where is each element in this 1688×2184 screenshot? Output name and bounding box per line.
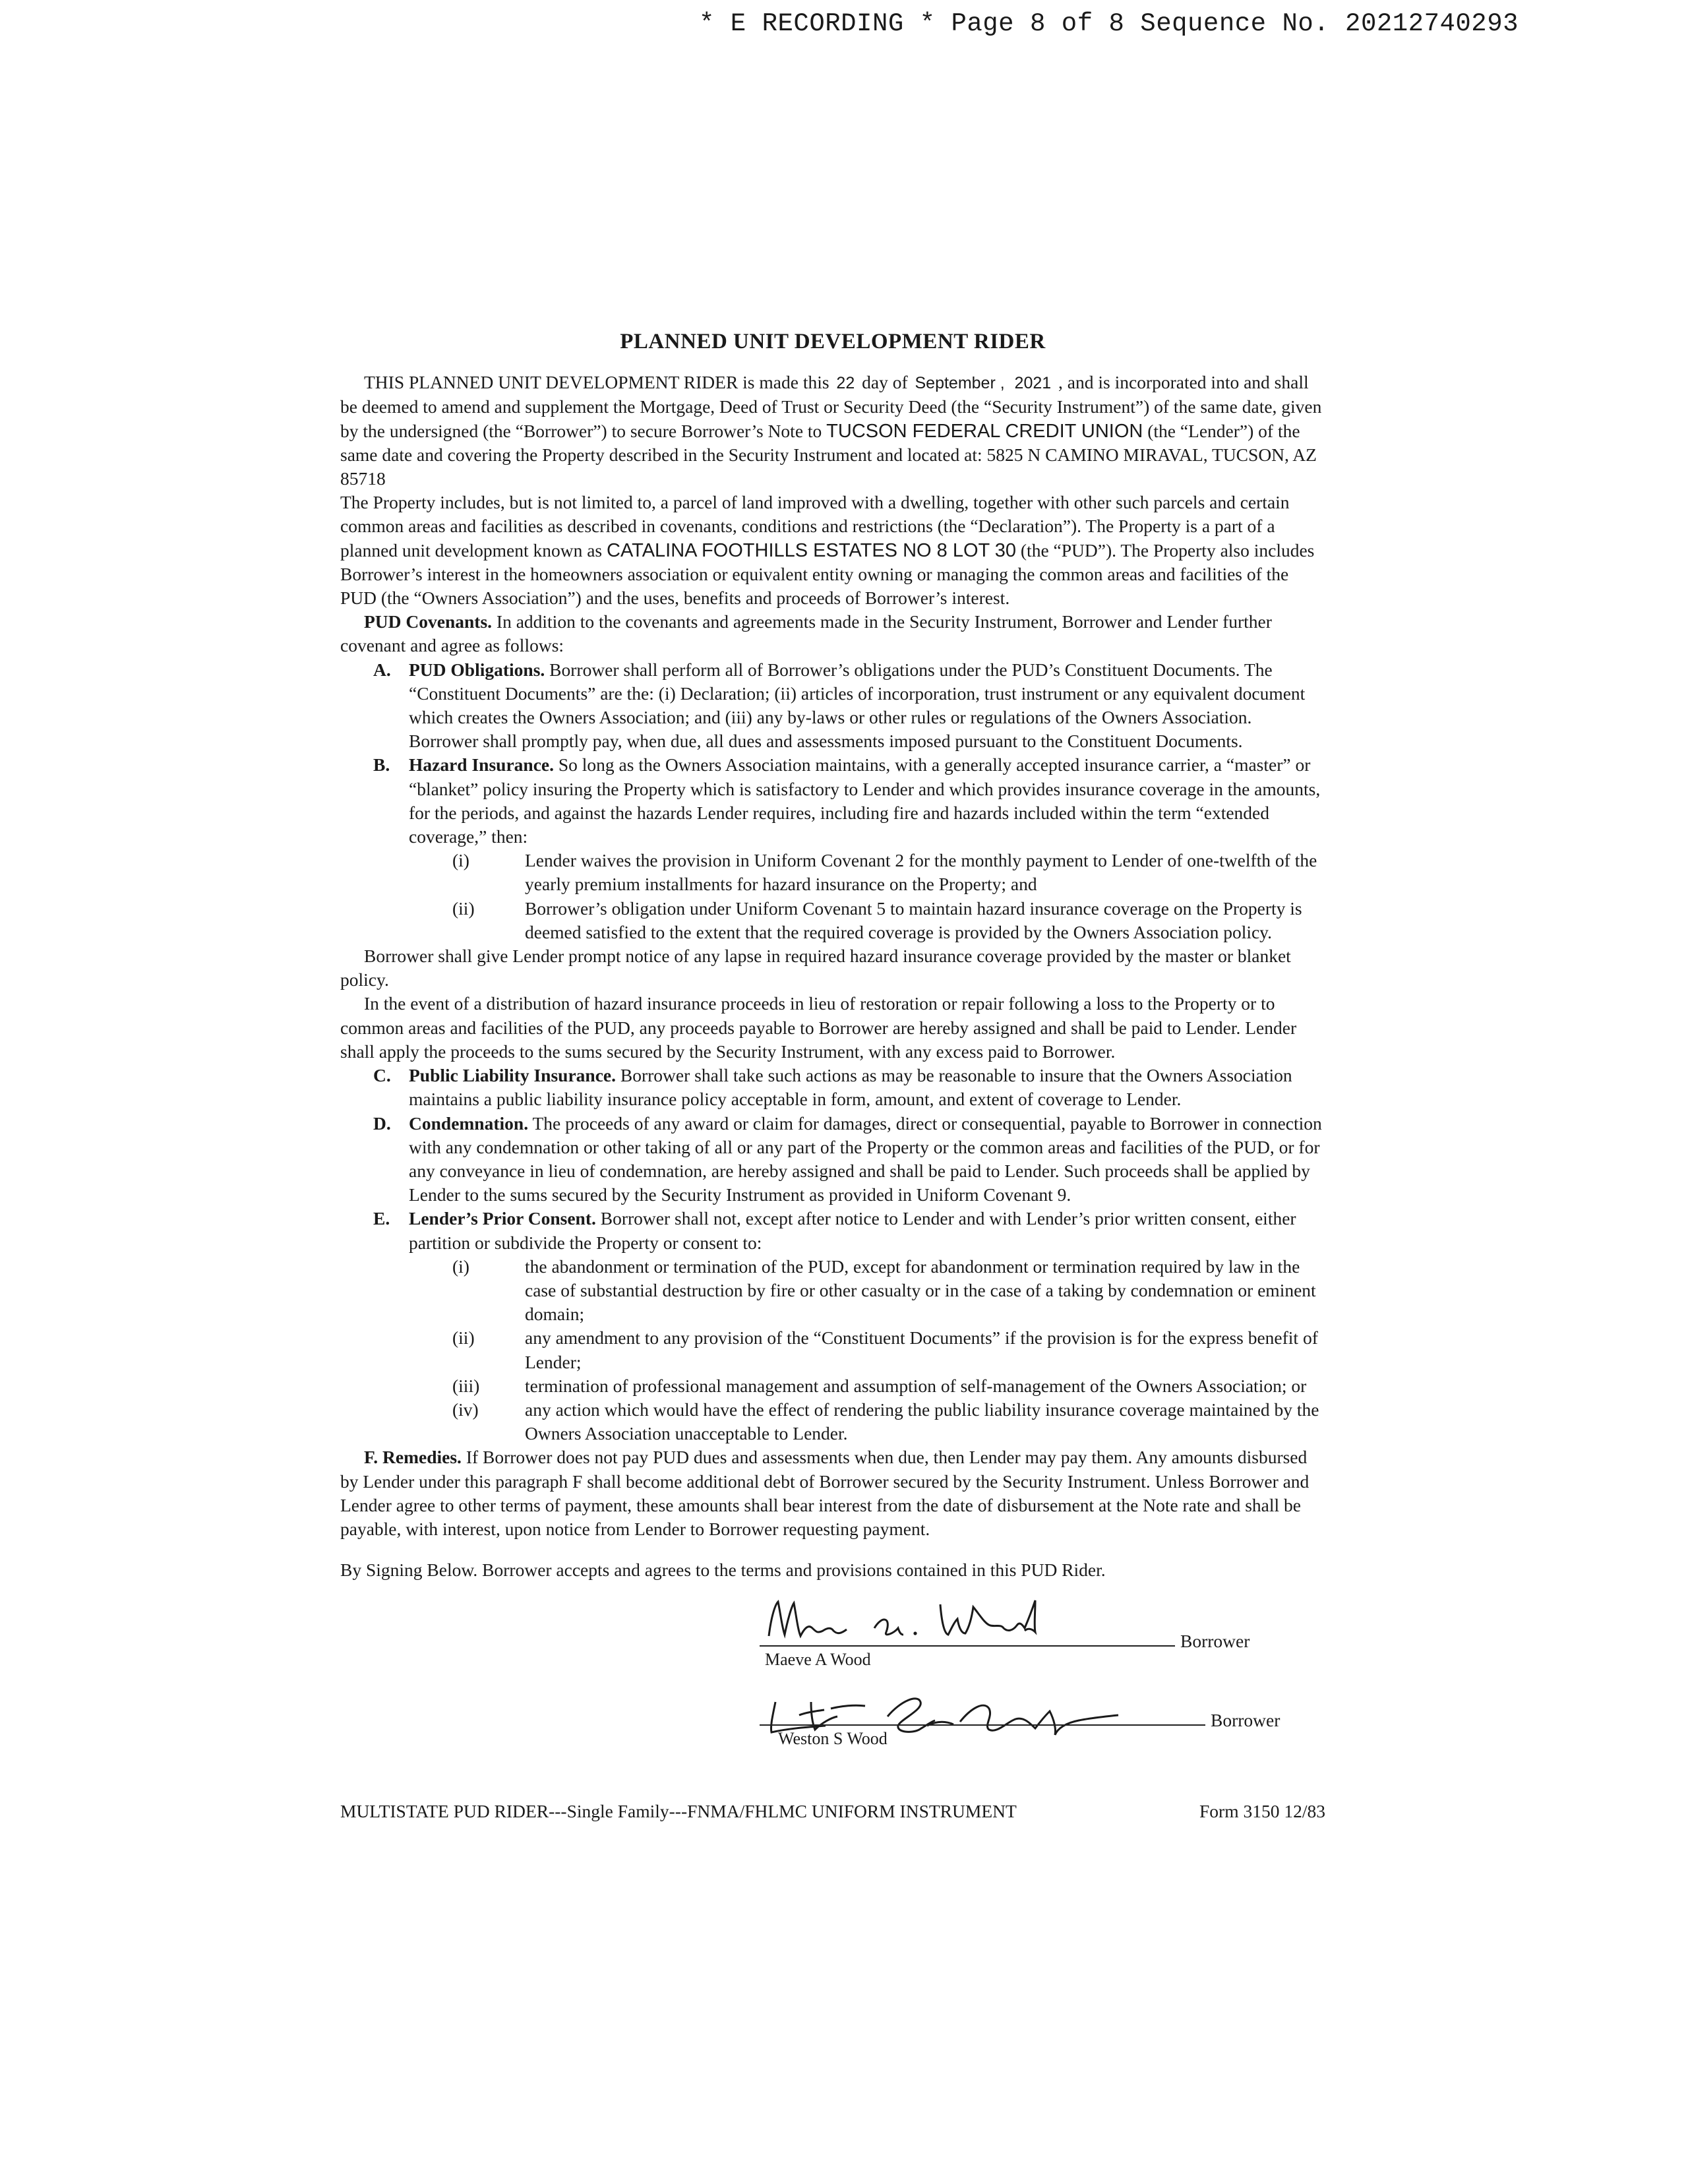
section-e-iii-text: termination of professional management and assumption of self-management of the Owners Association; or	[525, 1375, 1307, 1396]
covenants-intro	[340, 610, 1325, 657]
pud-name: CATALINA FOOTHILLS ESTATES NO 8 LOT 30	[607, 539, 1017, 561]
section-e	[340, 1207, 1325, 1254]
footer-left: MULTISTATE PUD RIDER---Single Family---FNMA/FHLMC UNIFORM INSTRUMENT	[340, 1801, 1017, 1822]
property-text-a: The Property includes, but is not limited to, a parcel of land improved with a dwelling, together with other such parcels and certain common areas and facilities as described in covenants, conditions and restrictions (the “Declaration”). The Property is a part of a planned unit development known as	[340, 492, 1290, 561]
section-b-heading: Hazard Insurance.	[409, 754, 554, 775]
closing-statement: By Signing Below. Borrower accepts and agrees to the terms and provisions contained in this PUD Rider.	[340, 1560, 1106, 1581]
section-e-iv-label: (iv)	[452, 1399, 479, 1420]
covenants-heading: PUD Covenants.	[364, 611, 493, 632]
intro-text-d: (the “Lender”) of the same date and covering the Property described in the Security Instrument and located at:	[340, 420, 1300, 465]
intro-day: 22	[836, 374, 855, 393]
section-e-i-text: the abandonment or termination of the PUD, except for abandonment or termination required by law in the case of substantial destruction by fire or other casualty or in the case of a taking by condemnation or eminent domain;	[525, 1256, 1316, 1325]
section-b-para1: Borrower shall give Lender prompt notice of any lapse in required hazard insurance coverage provided by the master or blanket policy.	[340, 946, 1291, 990]
section-b-item-ii	[340, 897, 1325, 944]
section-b-label: B.	[373, 754, 390, 775]
intro-text-c: , and is incorporated into and shall be deemed to amend and supplement the Mortgage, Deed of Trust or Security Deed (the “Security Instrument”) of the same date, given by the undersigned (the “Borrower”) to secure Borrower’s Note to	[340, 372, 1322, 441]
section-c-text: Borrower shall take such actions as may be reasonable to insure that the Owners Association maintains a public liability insurance policy acceptable in form, amount, and extent of coverage to Lender.	[409, 1065, 1292, 1110]
section-e-item-iii	[340, 1374, 1325, 1398]
signature-line-2	[760, 1724, 1205, 1726]
section-e-iii-label: (iii)	[452, 1375, 480, 1396]
section-a-heading: PUD Obligations.	[409, 659, 545, 680]
section-e-item-iv	[340, 1398, 1325, 1445]
signature-name-2: Weston S Wood	[778, 1729, 888, 1749]
footer	[340, 1800, 1325, 1823]
section-e-i-label: (i)	[452, 1256, 469, 1277]
section-b-ii-text: Borrower’s obligation under Uniform Covenant 5 to maintain hazard insurance coverage on the Property is deemed satisfied to the extent that the required coverage is provided by the Owners Association policy.	[525, 897, 1302, 942]
section-f-text: If Borrower does not pay PUD dues and assessments when due, then Lender may pay them. Any amounts disbursed by Lender under this paragraph F shall become additional debt of Borrower secured by the Security Instrument. Unless Borrower and Lender agree to other terms of payment, these amounts shall bear interest from the date of disbursement at the Note rate and shall be payable, with interest, upon notice from Lender to Borrower requesting payment.	[340, 1447, 1310, 1539]
section-e-heading: Lender’s Prior Consent.	[409, 1208, 596, 1229]
section-b-i-text: Lender waives the provision in Uniform Covenant 2 for the monthly payment to Lender of one-twelfth of the yearly premium installments for hazard insurance on the Property; and	[525, 850, 1317, 895]
section-b-para2: In the event of a distribution of hazard insurance proceeds in lieu of restoration or repair following a loss to the Property or to common areas and facilities of the PUD, any proceeds payable to Borrower are hereby assigned and shall be paid to Lender. Lender shall apply the proceeds to the sums secured by the Security Instrument, with any excess paid to Borrower.	[340, 993, 1297, 1062]
intro-year: 2021	[1014, 374, 1052, 393]
section-b	[340, 753, 1325, 849]
signature-area	[340, 1595, 1325, 1793]
recording-header: * E RECORDING * Page 8 of 8 Sequence No. 20212740293	[699, 9, 1519, 38]
section-e-iv-text: any action which would have the effect of rendering the public liability insurance coverage maintained by the Owners Association unacceptable to Lender.	[525, 1399, 1319, 1444]
signature-name-1: Maeve A Wood	[765, 1650, 871, 1670]
document-body	[340, 330, 1325, 1824]
section-a-label: A.	[373, 659, 391, 680]
section-b-ii-label: (ii)	[452, 897, 475, 919]
signature-line-1	[760, 1645, 1175, 1647]
property-paragraph	[340, 491, 1325, 610]
intro-paragraph	[340, 371, 1325, 491]
signature-role-2: Borrower	[1211, 1710, 1281, 1731]
lender-name: TUCSON FEDERAL CREDIT UNION	[826, 420, 1143, 442]
section-e-ii-text: any amendment to any provision of the “Constituent Documents” if the provision is for the express benefit of Lender;	[525, 1327, 1318, 1372]
section-e-label: E.	[373, 1208, 390, 1229]
signature-role-1: Borrower	[1180, 1631, 1250, 1652]
document-title: PLANNED UNIT DEVELOPMENT RIDER	[620, 330, 1046, 353]
section-b-i-label: (i)	[452, 850, 469, 871]
section-d-label: D.	[373, 1112, 391, 1134]
section-e-text: Borrower shall not, except after notice to Lender and with Lender’s prior written consent, either partition or subdivide the Property or consent to:	[409, 1208, 1296, 1253]
section-d-heading: Condemnation.	[409, 1112, 529, 1134]
section-e-item-ii	[340, 1326, 1325, 1374]
section-b-text: So long as the Owners Association maintains, with a generally accepted insurance carrier, a “master” or “blanket” policy insuring the Property which is satisfactory to Lender and which provides insurance coverage in the amounts, for the periods, and against the hazards Lender requires, including fire and hazards included within the term “extended coverage,” then:	[409, 754, 1321, 847]
footer-form-number: Form 3150 12/83	[1199, 1801, 1325, 1822]
intro-month: September ,	[915, 374, 1005, 393]
section-a-text: Borrower shall perform all of Borrower’s obligations under the PUD’s Constituent Documents. The “Constituent Documents” are the: (i) Declaration; (ii) articles of incorporation, trust instrument or any equivalent document which creates the Owners Association; and (iii) any by-laws or other rules or regulations of the Owners Association. Borrower shall promptly pay, when due, all dues and assessments imposed pursuant to the Constituent Documents.	[409, 659, 1306, 752]
section-c	[340, 1064, 1325, 1111]
covenants-text: In addition to the covenants and agreements made in the Security Instrument, Borrower and Lender further covenant and agree as follows:	[340, 611, 1272, 656]
section-e-ii-label: (ii)	[452, 1327, 475, 1349]
section-d	[340, 1112, 1325, 1207]
section-e-item-i	[340, 1255, 1325, 1327]
property-address: 5825 N CAMINO MIRAVAL, TUCSON, AZ 85718	[340, 444, 1317, 489]
section-d-text: The proceeds of any award or claim for damages, direct or consequential, payable to Borrower in connection with any condemnation or other taking of all or any part of the Property or the common areas and facilities of the PUD, or for any conveyance in lieu of condemnation, are hereby assigned and shall be paid to Lender. Such proceeds shall be applied by Lender to the sums secured by the Security Instrument as provided in Uniform Covenant 9.	[409, 1112, 1322, 1205]
intro-text-b: day of	[862, 372, 908, 393]
property-text-b: (the “PUD”). The Property also includes Borrower’s interest in the homeowners association or equivalent entity owning or managing the common areas and facilities of the PUD (the “Owners Association”) and the uses, benefits and proceeds of Borrower’s interest.	[340, 539, 1315, 609]
section-f	[340, 1445, 1325, 1541]
signature-maeve-wood	[762, 1595, 1105, 1648]
intro-text-a: THIS PLANNED UNIT DEVELOPMENT RIDER is made this	[364, 372, 829, 393]
section-b-item-i	[340, 849, 1325, 896]
section-f-heading: Remedies.	[382, 1447, 462, 1468]
section-c-heading: Public Liability Insurance.	[409, 1065, 617, 1086]
section-f-label: F.	[364, 1447, 378, 1468]
section-a	[340, 658, 1325, 754]
section-c-label: C.	[373, 1065, 391, 1086]
